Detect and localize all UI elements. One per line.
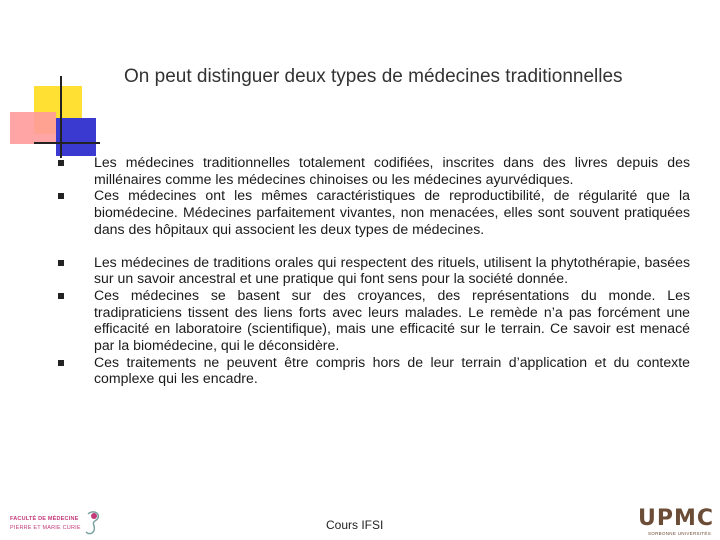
- bullet-text: Ces traitements ne peuvent être compris hors de leur terrain d’application et du contexte complexe qui les encadre.: [94, 353, 690, 387]
- bullet-item: [58, 154, 690, 187]
- footer-label: Cours IFSI: [326, 518, 384, 532]
- bullet-text: Les médecines traditionnelles totalement codifiées, inscrites dans des livres depuis des millénaires comme les médecines chinoises ou les médecines ayurvédiques.: [94, 154, 690, 187]
- upmc-logo-text: UPMC: [638, 506, 715, 531]
- bullet-list: [58, 154, 690, 387]
- slide-title: On peut distinguer deux types de médecines traditionnelles: [124, 66, 623, 87]
- bullet-text: Ces médecines se basent sur des croyances, des représentations du monde. Les tradipraticiens tissent des liens forts avec leurs malades. Le remède n’a pas forcément une efficacité en laboratoire (scientifique), mais une efficacité sur le terrain. Ce savoir est menacé par la biomédecine, qui le déconsidère.: [94, 286, 690, 354]
- bullet-text: Les médecines de traditions orales qui respectent des rituels, utilisent la phytothérapie, basées sur un savoir ancestral et une pratique qui font sens pour la société donnée.: [94, 253, 690, 287]
- bullet-item: [58, 354, 690, 387]
- decor-vertical-line: [60, 76, 62, 158]
- bullet-marker-icon: [58, 360, 64, 366]
- decor-red-square: [10, 112, 56, 144]
- decor-blue-square: [56, 118, 96, 156]
- faculty-logo-line2: PIERRE ET MARIE CURIE: [10, 525, 81, 531]
- decor-horizontal-line: [34, 142, 100, 144]
- bullet-marker-icon: [58, 193, 64, 199]
- bullet-marker-icon: [58, 260, 64, 266]
- faculty-logo: [8, 508, 108, 538]
- faculty-logo-icon: [8, 508, 108, 538]
- bullet-item: [58, 187, 690, 237]
- bullet-item: [58, 254, 690, 287]
- faculty-logo-line1: FACULTÉ DE MÉDECINE: [10, 516, 79, 522]
- upmc-logo: [634, 508, 716, 538]
- bullet-marker-icon: [58, 293, 64, 299]
- bullet-marker-icon: [58, 160, 64, 166]
- upmc-logo-subtitle: SORBONNE UNIVERSITÉS: [648, 531, 712, 536]
- bullet-item: [58, 287, 690, 354]
- bullet-text: Ces médecines ont les mêmes caractéristiques de reproductibilité, de régularité que la biomédecine. Médecines parfaitement vivantes, non menacées, elles sont souvent pratiquées dans des hôpitaux qui associent les deux types de médecines.: [94, 187, 690, 237]
